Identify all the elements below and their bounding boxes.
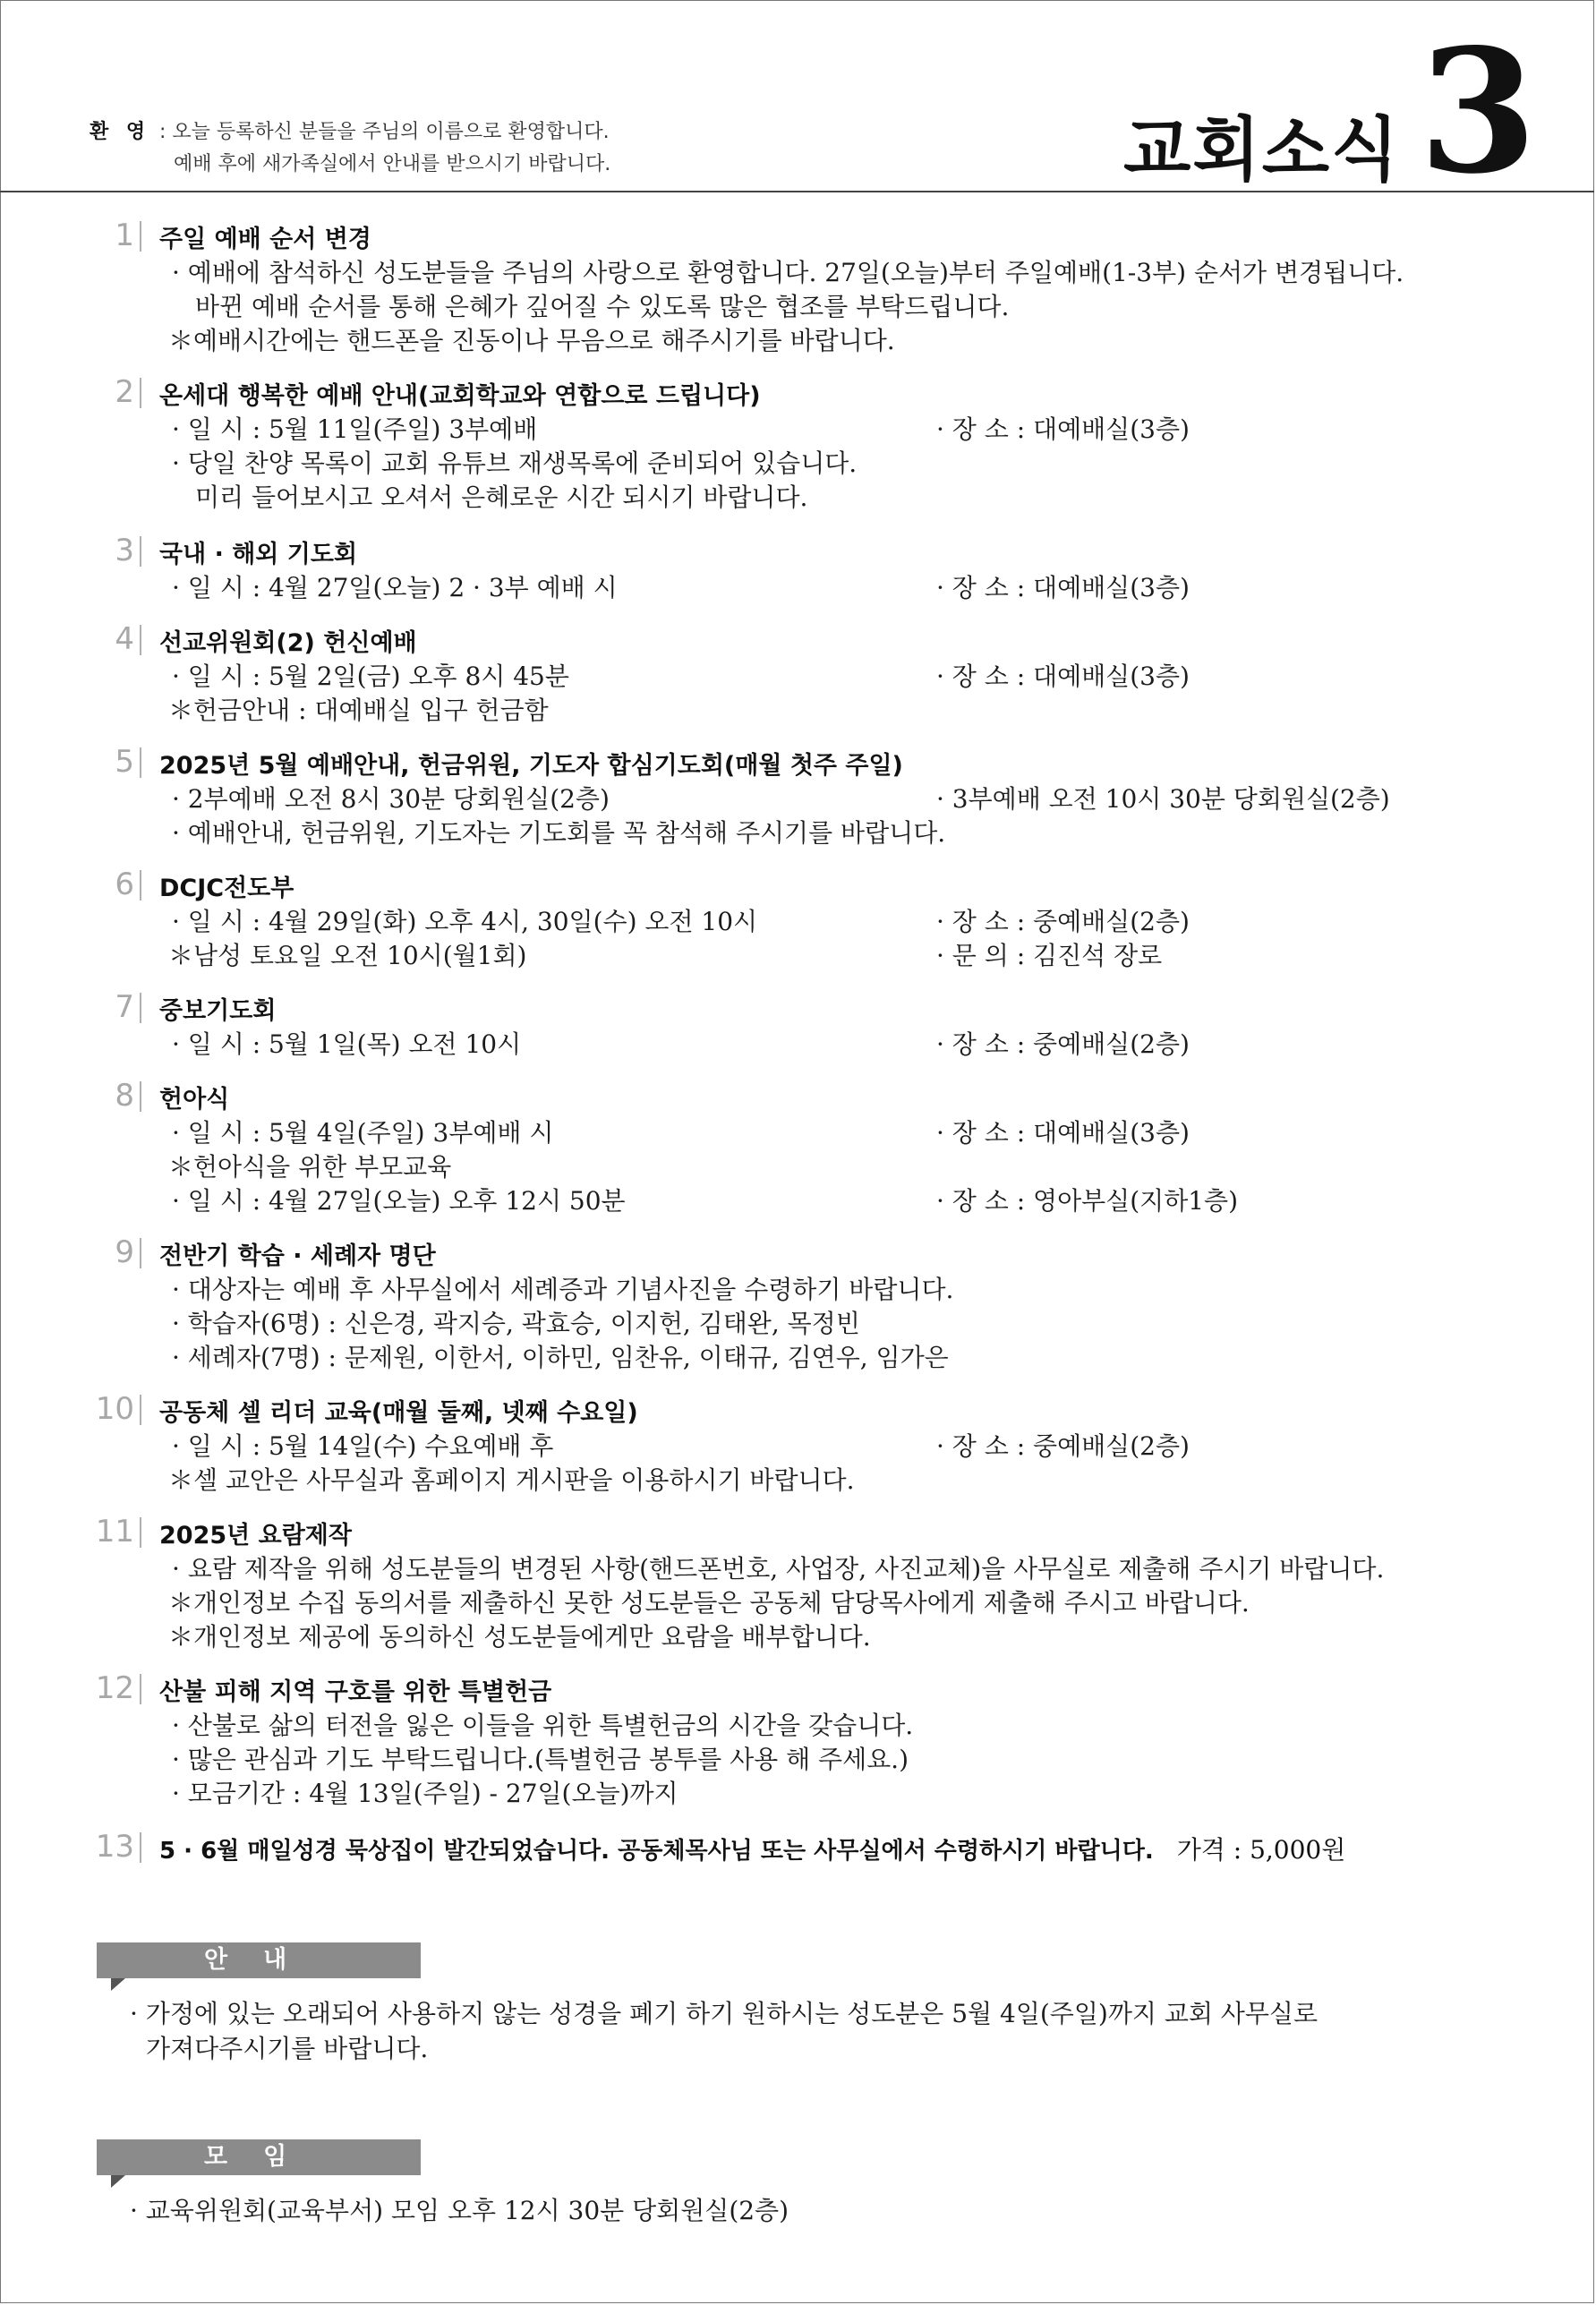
item-title: 중보기도회 bbox=[159, 997, 277, 1025]
item-place: · 장 소 : 영아부실(지하1층) bbox=[936, 1186, 1239, 1216]
item-number: 3 bbox=[115, 533, 134, 568]
item-title: 2025년 요람제작 bbox=[159, 1522, 352, 1549]
item-line: · 학습자(6명) : 신은경, 곽지승, 곽효승, 이지헌, 김태완, 목정빈 bbox=[172, 1309, 860, 1338]
item-line: · 2부예배 오전 8시 30분 당회원실(2층) bbox=[172, 784, 610, 814]
item-number: 11 bbox=[95, 1514, 134, 1549]
item-note: ＊셀 교안은 사무실과 홈페이지 게시판을 이용하시기 바랍니다. bbox=[168, 1465, 855, 1495]
item-place: · 장 소 : 대예배실(3층) bbox=[936, 1118, 1190, 1148]
item-date: · 일 시 : 4월 29일(화) 오후 4시, 30일(수) 오전 10시 bbox=[172, 907, 758, 936]
item-number: 2 bbox=[115, 374, 134, 410]
item-title: 산불 피해 지역 구호를 위한 특별헌금 bbox=[159, 1678, 552, 1706]
item-line: · 당일 찬양 목록이 교회 유튜브 재생목록에 준비되어 있습니다. bbox=[172, 448, 858, 478]
item-number: 9 bbox=[115, 1234, 134, 1270]
item-divider bbox=[140, 1832, 141, 1863]
notice-heading: 안내 bbox=[97, 1942, 421, 1978]
item-date: · 일 시 : 5월 11일(주일) 3부예배 bbox=[172, 414, 538, 444]
item-number: 5 bbox=[115, 744, 134, 780]
item-date: · 일 시 : 5월 14일(수) 수요예배 후 bbox=[172, 1431, 554, 1461]
item-divider bbox=[140, 536, 141, 567]
item-line: · 세례자(7명) : 문제원, 이한서, 이하민, 임찬유, 이태규, 김연우, 임가은 bbox=[172, 1343, 949, 1372]
item-note: ＊헌금안내 : 대예배실 입구 헌금함 bbox=[168, 696, 549, 725]
page-title: 교회소식 bbox=[1123, 110, 1401, 191]
item-title: 선교위원회(2) 헌신예배 bbox=[159, 629, 417, 657]
item-divider bbox=[140, 625, 141, 655]
item-price: 가격 : 5,000원 bbox=[1176, 1835, 1346, 1865]
item-place: · 장 소 : 중예배실(2층) bbox=[936, 1431, 1190, 1461]
item-line: · 예배에 참석하신 성도분들을 주님의 사랑으로 환영합니다. 27일(오늘)부터 주일예배(1-3부) 순서가 변경됩니다. bbox=[172, 258, 1404, 287]
item-number: 10 bbox=[95, 1391, 134, 1427]
item-date: · 일 시 : 4월 27일(오늘) 오후 12시 50분 bbox=[172, 1186, 626, 1216]
welcome-label: 환 영 bbox=[90, 121, 151, 143]
item-date: · 일 시 : 5월 1일(목) 오전 10시 bbox=[172, 1029, 522, 1059]
item-line: · 대상자는 예배 후 사무실에서 세례증과 기념사진을 수령하기 바랍니다. bbox=[172, 1275, 954, 1304]
item-divider bbox=[140, 378, 141, 408]
item-line: · 산불로 삶의 터전을 잃은 이들을 위한 특별헌금의 시간을 갖습니다. bbox=[172, 1711, 914, 1740]
item-title: 헌아식 bbox=[159, 1086, 230, 1114]
item-title: 온세대 행복한 예배 안내(교회학교와 연합으로 드립니다) bbox=[159, 382, 761, 410]
item-number: 8 bbox=[115, 1078, 134, 1114]
item-note: ＊남성 토요일 오전 10시(월1회) bbox=[168, 941, 527, 970]
item-place: · 장 소 : 대예배실(3층) bbox=[936, 662, 1190, 691]
item-title: DCJC전도부 bbox=[159, 875, 294, 902]
welcome-line-1: : 오늘 등록하신 분들을 주님의 이름으로 환영합니다. bbox=[159, 121, 610, 143]
meeting-line: · 교육위원회(교육부서) 모임 오후 12시 30분 당회원실(2층) bbox=[130, 2196, 789, 2225]
item-title: 2025년 5월 예배안내, 헌금위원, 기도자 합심기도회(매월 첫주 주일) bbox=[159, 752, 903, 780]
item-divider bbox=[140, 747, 141, 778]
item-note: ＊예배시간에는 핸드폰을 진동이나 무음으로 해주시기를 바랍니다. bbox=[168, 326, 895, 355]
notice-heading-mark bbox=[111, 1978, 125, 1991]
item-title: 공동체 셀 리더 교육(매월 둘째, 넷째 수요일) bbox=[159, 1399, 638, 1427]
item-number: 12 bbox=[95, 1670, 134, 1706]
item-date: · 일 시 : 5월 4일(주일) 3부예배 시 bbox=[172, 1118, 554, 1148]
item-divider bbox=[140, 1674, 141, 1704]
item-line: · 모금기간 : 4월 13일(주일) - 27일(오늘)까지 bbox=[172, 1779, 679, 1808]
item-number: 1 bbox=[115, 218, 134, 253]
header-divider bbox=[0, 191, 1594, 192]
item-number: 7 bbox=[115, 989, 134, 1025]
item-line: · 많은 관심과 기도 부탁드립니다.(특별헌금 봉투를 사용 해 주세요.) bbox=[172, 1745, 909, 1774]
item-divider bbox=[140, 221, 141, 252]
item-divider bbox=[140, 1517, 141, 1548]
item-number: 4 bbox=[115, 621, 134, 657]
item-contact: · 문 의 : 김진석 장로 bbox=[936, 941, 1163, 970]
item-place: · 장 소 : 중예배실(2층) bbox=[936, 907, 1190, 936]
item-place: · 장 소 : 대예배실(3층) bbox=[936, 573, 1190, 602]
item-note: ＊헌아식을 위한 부모교육 bbox=[168, 1152, 452, 1182]
welcome-line-2: 예배 후에 새가족실에서 안내를 받으시기 바랍니다. bbox=[174, 153, 611, 175]
notice-line: · 가정에 있는 오래되어 사용하지 않는 성경을 폐기 하기 원하시는 성도분은 5월 4일(주일)까지 교회 사무실로 bbox=[130, 1999, 1319, 2028]
item-line: 미리 들어보시고 오셔서 은혜로운 시간 되시기 바랍니다. bbox=[195, 482, 808, 512]
item-divider bbox=[140, 870, 141, 901]
item-line: · 요람 제작을 위해 성도분들의 변경된 사항(핸드폰번호, 사업장, 사진교체)을 사무실로 제출해 주시기 바랍니다. bbox=[172, 1554, 1385, 1584]
page-number: 3 bbox=[1419, 12, 1538, 211]
item-divider bbox=[140, 993, 141, 1023]
meeting-heading-mark bbox=[111, 2175, 125, 2188]
item-divider bbox=[140, 1395, 141, 1425]
item-place: · 장 소 : 대예배실(3층) bbox=[936, 414, 1190, 444]
meeting-heading: 모임 bbox=[97, 2139, 421, 2175]
item-line: · 3부예배 오전 10시 30분 당회원실(2층) bbox=[936, 784, 1390, 814]
item-divider bbox=[140, 1238, 141, 1268]
item-title: 주일 예배 순서 변경 bbox=[159, 226, 371, 253]
item-note: ＊개인정보 제공에 동의하신 성도분들에게만 요람을 배부합니다. bbox=[168, 1622, 871, 1652]
item-title: 5 · 6월 매일성경 묵상집이 발간되었습니다. 공동체목사님 또는 사무실에서 수령하시기 바랍니다. bbox=[159, 1838, 1154, 1865]
item-date: · 일 시 : 4월 27일(오늘) 2 · 3부 예배 시 bbox=[172, 573, 618, 602]
item-place: · 장 소 : 중예배실(2층) bbox=[936, 1029, 1190, 1059]
item-title-row bbox=[159, 1831, 1345, 1866]
item-number: 13 bbox=[95, 1829, 134, 1865]
item-line: 바뀐 예배 순서를 통해 은혜가 깊어질 수 있도록 많은 협조를 부탁드립니다. bbox=[195, 292, 1010, 321]
welcome-note bbox=[90, 116, 610, 181]
item-line: · 예배안내, 헌금위원, 기도자는 기도회를 꼭 참석해 주시기를 바랍니다. bbox=[172, 818, 946, 848]
item-number: 6 bbox=[115, 867, 134, 902]
item-note: ＊개인정보 수집 동의서를 제출하신 못한 성도분들은 공동체 담당목사에게 제출해 주시고 바랍니다. bbox=[168, 1588, 1250, 1618]
item-divider bbox=[140, 1081, 141, 1112]
notice-line: 가져다주시기를 바랍니다. bbox=[146, 2034, 429, 2063]
item-date: · 일 시 : 5월 2일(금) 오후 8시 45분 bbox=[172, 662, 569, 691]
item-title: 전반기 학습 · 세례자 명단 bbox=[159, 1242, 436, 1270]
item-title: 국내 · 해외 기도회 bbox=[159, 541, 358, 568]
